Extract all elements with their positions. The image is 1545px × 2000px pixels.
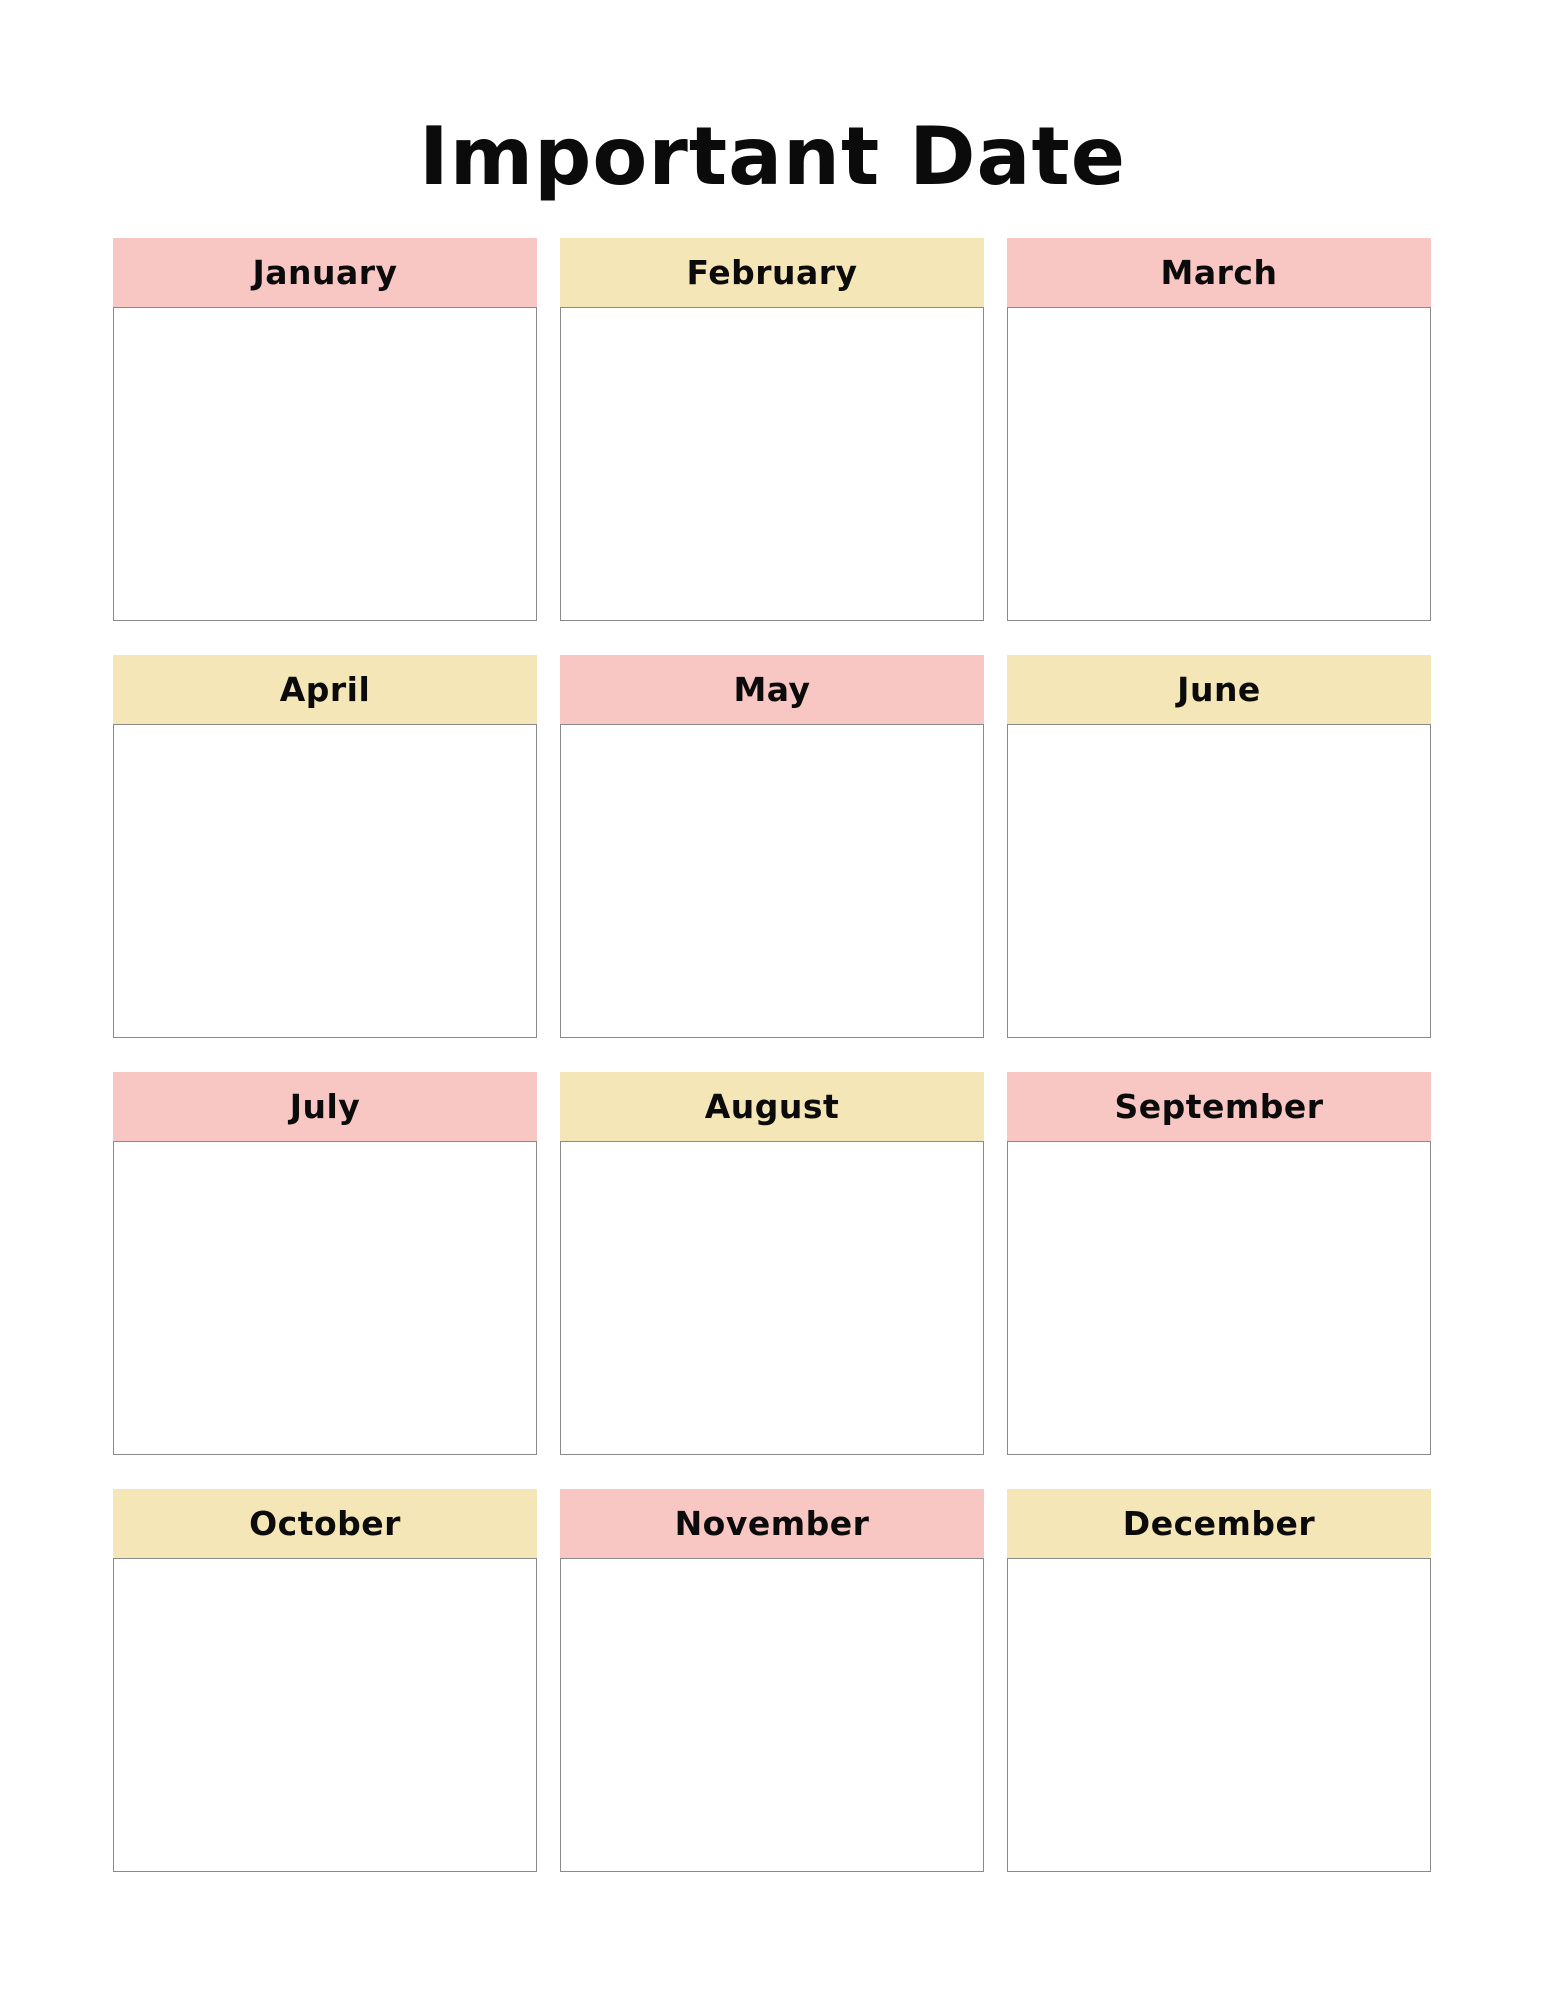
month-card-june xyxy=(1007,655,1431,1038)
month-header-february: February xyxy=(560,238,984,307)
month-notes-box-november[interactable] xyxy=(560,1558,984,1872)
month-notes-box-september[interactable] xyxy=(1007,1141,1431,1455)
month-card-january xyxy=(113,238,537,621)
month-card-september xyxy=(1007,1072,1431,1455)
month-notes-box-february[interactable] xyxy=(560,307,984,621)
month-notes-box-august[interactable] xyxy=(560,1141,984,1455)
month-header-september: September xyxy=(1007,1072,1431,1141)
page-title: Important Date xyxy=(419,110,1126,203)
month-card-august xyxy=(560,1072,984,1455)
month-header-december: December xyxy=(1007,1489,1431,1558)
month-header-march: March xyxy=(1007,238,1431,307)
month-notes-box-january[interactable] xyxy=(113,307,537,621)
month-card-may xyxy=(560,655,984,1038)
month-notes-box-april[interactable] xyxy=(113,724,537,1038)
month-header-may: May xyxy=(560,655,984,724)
month-card-october xyxy=(113,1489,537,1872)
month-header-august: August xyxy=(560,1072,984,1141)
month-notes-box-october[interactable] xyxy=(113,1558,537,1872)
months-grid xyxy=(113,238,1430,1872)
month-header-april: April xyxy=(113,655,537,724)
month-notes-box-june[interactable] xyxy=(1007,724,1431,1038)
month-header-july: July xyxy=(113,1072,537,1141)
month-header-october: October xyxy=(113,1489,537,1558)
month-card-july xyxy=(113,1072,537,1455)
month-notes-box-december[interactable] xyxy=(1007,1558,1431,1872)
month-card-november xyxy=(560,1489,984,1872)
month-card-february xyxy=(560,238,984,621)
month-notes-box-march[interactable] xyxy=(1007,307,1431,621)
month-notes-box-july[interactable] xyxy=(113,1141,537,1455)
month-header-january: January xyxy=(113,238,537,307)
month-header-november: November xyxy=(560,1489,984,1558)
month-header-june: June xyxy=(1007,655,1431,724)
month-card-march xyxy=(1007,238,1431,621)
month-card-december xyxy=(1007,1489,1431,1872)
month-card-april xyxy=(113,655,537,1038)
month-notes-box-may[interactable] xyxy=(560,724,984,1038)
